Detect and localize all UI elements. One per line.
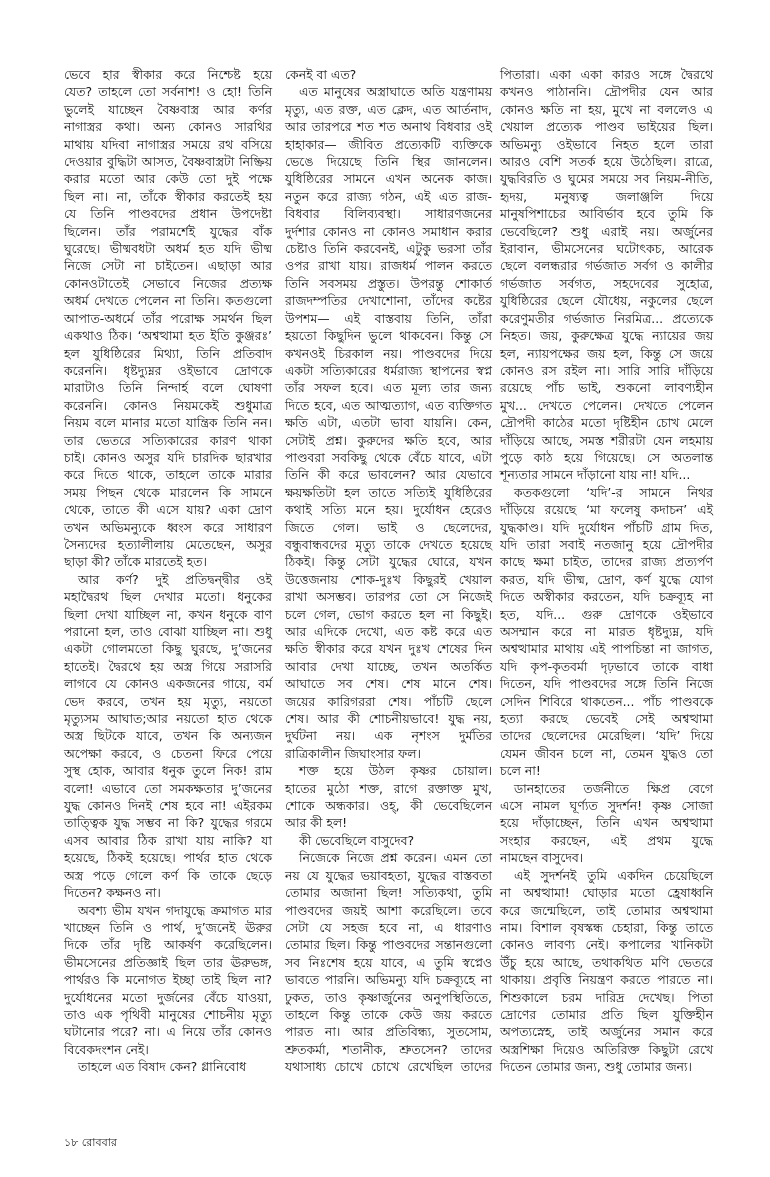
text-line: যেমন জীবন চলে না, তেমন যুদ্ধও তো: [500, 745, 713, 761]
text-line: খেয়াল প্রত্যেক পাণ্ডব ভাইয়ের ছিল।: [500, 119, 713, 135]
paragraph: [64, 571, 272, 902]
text-line: দেওয়ার বুদ্ধিটা আসত, বৈষ্ণবাস্ত্রটা নিষ্ক্রিয়: [64, 154, 272, 170]
text-line: চলে না!: [500, 763, 541, 779]
text-line: হল যুধিষ্ঠিরের মিথ্যা, তিনি প্রতিবাদ: [64, 345, 272, 361]
text-line: করে দিতে থাকে, তাহলে তাকে মারার: [64, 467, 272, 483]
text-line: অস্ত্র ছিটকে যাবে, তখন কি অন্যজন: [64, 728, 272, 744]
paragraph: [285, 66, 492, 83]
text-line: আর এদিকে দেখো, এত কষ্ট করে এত: [285, 624, 492, 639]
text-line: ডানহাতের তর্জনীতে ক্ষিপ্র বেগে: [514, 780, 713, 796]
text-line: তাও এক পৃথিবী মানুষের শোচনীয় মৃত্যু: [64, 1006, 272, 1022]
text-line: মাথায় যদিবা নাগাস্ত্রর সময়ে রথ বসিয়ে: [64, 136, 272, 152]
text-line: খাচ্ছেন তিনি ও পার্থ, দু’জনেই ঊরুর: [64, 919, 272, 935]
text-line: মারাটাও তিনি নিন্দার্হ বলে ঘোষণা: [64, 380, 272, 396]
text-line: হত, যদি... গুরু দ্রোণকে ওইভাবে: [500, 606, 713, 622]
text-line: কতকগুলো ‘যদি’-র সামনে নিথর: [514, 484, 713, 500]
text-line: ক্ষতি স্বীকার করে যখন দুঃখ শেষের দিন: [285, 641, 492, 657]
text-line: ওপর রাখা যায়। রাজধর্ম পালন করতে: [285, 258, 492, 274]
paragraph: [500, 66, 713, 484]
text-line: করে জন্মেছিলে, তাই তোমার অশ্বত্থামা: [500, 902, 713, 918]
text-line: অপেক্ষা করবে, ও চেতনা ফিরে পেয়ে: [64, 745, 272, 761]
text-line: শ্রুতকর্মা, শতানীক, শ্রুতসেন? তাদের: [285, 1041, 492, 1057]
text-line: বলো! এভাবে তো সমকক্ষতার দু’জনের: [64, 780, 272, 796]
text-line: এই সুদর্শনই তুমি একদিন চেয়েছিলে: [514, 867, 713, 883]
text-line: দুর্দশার কোনও না কোনও সমাধান করার: [285, 223, 492, 239]
text-line: যুধিষ্ঠিরের সামনে এখন অনেক কাজ।: [285, 171, 492, 187]
text-line: পুড়ে কাঠ হয়ে গিয়েছে। সে অতলান্ত: [500, 449, 713, 465]
text-line: ঘুরেছে। ভীষ্মবধটা অধর্ম হত যদি ভীষ্ম: [64, 241, 272, 257]
text-line: না অশ্বত্থামা! ঘোড়ার মতো হ্রেষাধ্বনি: [500, 885, 713, 901]
text-line: পরানো হল, তাও বোঝা যাচ্ছিল না। শুধু: [64, 624, 272, 639]
text-line: দিতে অস্বীকার করতেন, যদি চক্রব্যূহ না: [500, 589, 713, 605]
text-line: দ্রৌপদী কাঠের মতো দৃষ্টিহীন চোখ মেলে: [500, 415, 713, 431]
text-line: কথাই সত্যি মনে হয়। দুর্যোধন হেরেও: [285, 502, 492, 518]
text-line: আর কর্ণ? দুই প্রতিদ্বন্দ্বীর ওই: [78, 571, 272, 587]
text-line: ভেঙে দিয়েছে তিনি স্থির জানলেন।: [285, 154, 492, 170]
text-line: সেদিন শিবিরে থাকতেন... পাঁচ পাণ্ডবকে: [500, 693, 713, 709]
text-line: মৃত্যুসম আঘাত;আর নয়তো হাত থেকে: [64, 711, 272, 727]
text-line: যথাসাধ্য চোখে চোখে রেখেছিল তাদের: [285, 1059, 492, 1075]
text-line: তাঁর সফল হবে। এত মূল্য তার জন্য: [285, 380, 492, 396]
text-line: তিনি কী করে ভাবলেন? আর যেভাবে: [285, 467, 492, 483]
text-line: পার্থরও কি মনোগত ইচ্ছা তাই ছিল না?: [64, 972, 272, 988]
text-line: নাম। বিশাল বৃষস্কন্ধ চেহারা, কিন্তু তাতে: [500, 919, 713, 935]
text-line: দিকে তাঁর দৃষ্টি আকর্ষণ করেছিলেন।: [64, 937, 272, 953]
text-line: সময় পিছন থেকে মারলেন কি সামনে: [64, 484, 272, 500]
text-line: দিতে হবে, এত আত্মত্যাগ, এত ব্যক্তিগত: [285, 397, 492, 413]
text-line: রাখা অসম্ভব। তারপর তো সে নিজেই: [285, 589, 492, 605]
text-line: কোনওটাতেই সেভাবে নিজের প্রত্যক্ষ: [64, 275, 272, 291]
text-line: যুদ্ধকাণ্ড। যদি দুর্যোধন পাঁচটি গ্রাম দিত,: [500, 519, 713, 535]
text-line: অধর্ম দেখতে পেলেন না তিনি। কতগুলো: [64, 293, 272, 309]
text-line: অশ্বত্থামার মাথায় এই পাপচিন্তা না জাগত,: [500, 641, 713, 657]
text-line: পিতারা। একা একা কারও সঙ্গে দ্বৈরথে: [500, 67, 713, 82]
text-line: অস্ত্র পড়ে গেলে কর্ণ কি তাকে ছেড়ে: [64, 867, 272, 883]
text-line: চেষ্টাও তিনি করবেনই, এটুকু ভরসা তাঁর: [285, 241, 492, 257]
text-line: শেষ। আর কী শোচনীয়ভাবে! যুদ্ধ নয়,: [285, 711, 492, 727]
text-line: ক্ষয়ক্ষতিটা হল তাতে সত্যিই যুধিষ্ঠিরের: [285, 484, 492, 500]
text-line: তাত্ত্বিক যুদ্ধ সম্ভব না কি? যুদ্ধের গরমে: [64, 815, 272, 831]
text-line: হয়ে দাঁড়াচ্ছেন, তিনি এখন অশ্বত্থামা: [500, 815, 713, 831]
text-line: কোনও রস রইল না। সারি সারি দাঁড়িয়ে: [500, 362, 713, 378]
paragraph: [285, 83, 492, 762]
text-line: হল, ন্যায়পক্ষের জয় হল, কিন্তু সে জয়ে: [500, 345, 713, 361]
text-line: গর্ভজাত সর্বগত, সহদেবের সুহোত্র,: [500, 275, 713, 291]
text-line: একথাও ঠিক। ‘অশ্বত্থামা হত ইতি কুঞ্জরঃ’: [64, 328, 272, 344]
text-line: মুখ... দেখতে পেলেন। দেখতে পেলেন: [500, 397, 713, 413]
text-line: সেটাই প্রশ্ন। কুরুদের ক্ষতি হবে, আর: [285, 432, 492, 448]
text-line: ভুলেই যাচ্ছেন বৈষ্ণবাস্ত্র আর কর্ণর: [64, 101, 272, 117]
text-line: মহাদ্বৈরথ ছিল দেখার মতো। ধনুকের: [64, 589, 272, 605]
text-line: আঘাতে সব শেষ। শেষ মানে শেষ।: [285, 676, 492, 692]
text-line: আর কী হল!: [285, 815, 348, 831]
text-line: চলে গেল, ভোগ করতে হল না কিছুই।: [285, 606, 492, 622]
text-line: ক্ষতি এটা, এতটা ভাবা যায়নি। কেন,: [285, 415, 492, 431]
text-line: রয়েছে পাঁচ ভাই, শুকনো লাবণ্যহীন: [500, 380, 713, 396]
paragraph: [64, 66, 272, 571]
text-line: উত্তেজনায় শোক-দুঃখ কিছুরই খেয়াল: [285, 571, 492, 587]
text-line: দিতেন তোমার জন্য, শুধু তোমার জন্য।: [500, 1059, 692, 1075]
text-line: যদি কৃপ-কৃতবর্মা দৃঢ়ভাবে তাকে বাধা: [500, 658, 713, 674]
text-line: মৃত্যু, এত রক্ত, এত ক্লেদ, এত আর্তনাদ,: [285, 101, 492, 117]
text-line: করেণুমতীর গর্ভজাত নিরমিত্র... প্রত্যেকে: [500, 310, 713, 326]
text-line: ছিল না। না, তাঁকে স্বীকার করতেই হয়: [64, 188, 272, 204]
text-line: ছিলেন। তাঁর পরামর্শেই যুদ্ধের বাঁক: [64, 223, 272, 239]
text-line: কী ভেবেছিলে বাসুদেব?: [299, 832, 415, 848]
text-line: শিশুকালে চরম দারিদ্র দেখেছ। পিতা: [500, 989, 713, 1005]
text-line: যেত? তাহলে তো সর্বনাশ! ও হো! তিনি: [64, 84, 272, 100]
paragraph: [285, 849, 492, 1075]
text-line: যদি তারা সবাই নতজানু হয়ে দ্রৌপদীর: [500, 536, 713, 552]
text-line: অপত্যস্নেহ, তাই অর্জুনের সমান করে: [500, 1024, 713, 1040]
text-line: নিজে সেটা না চাইতেন। এছাড়া আর: [64, 258, 272, 274]
text-line: নাগাস্ত্রর কথা। অন্য কোনও সারথির: [64, 119, 272, 135]
text-line: বিধবার বিলিব্যবস্থা। সাধারণজনের: [285, 206, 492, 222]
text-line: ইরাবান, ভীমসেনের ঘটোৎকচ, আরেক: [500, 241, 713, 257]
text-line: দিতেন, যদি পাণ্ডবদের সঙ্গে তিনি নিজে: [500, 676, 713, 692]
text-line: তাদের ছেলেদের মেরেছিল। ‘যদি’ দিয়ে: [500, 728, 713, 744]
text-line: কখনও পাঠাননি। দ্রৌপদীর যেন আর: [500, 84, 713, 100]
text-line: হৃদয়, মনুষ্যত্ব জলাঞ্জলি দিয়ে: [500, 188, 713, 204]
text-line: কেনই বা এত?: [285, 67, 357, 82]
text-line: জয়ের কারিগররা শেষ। পাঁচটি ছেলে: [285, 693, 492, 709]
text-line: নতুন করে রাজ্য গঠন, এই এত রাজ-: [285, 188, 492, 204]
text-line: রাজদম্পতির দেখাশোনা, তাঁদের কষ্টের: [285, 293, 492, 309]
text-line: রাত্রিকালীন জিঘাংসার ফল।: [285, 745, 421, 761]
text-line: যে তিনি পাণ্ডবদের প্রধান উপদেষ্টা: [64, 206, 272, 222]
paragraph: [500, 780, 713, 867]
text-line: করত, যদি ভীষ্ম, দ্রোণ, কর্ণ যুদ্ধে যোগ: [500, 571, 713, 587]
text-line: ঢুকত, তাও কৃষ্ণার্জুনের অনুপস্থিতিতে,: [285, 989, 492, 1005]
text-line: বিবেকদংশন নেই।: [64, 1041, 149, 1057]
text-line: ভেদ করবে, তখন হয় মৃত্যু, নয়তো: [64, 693, 272, 709]
text-line: পারত না। আর প্রতিবিন্ধ্য, সুতসোম,: [285, 1024, 492, 1040]
text-line: সুস্থ হোক, আবার ধনুক তুলে নিক! রাম: [64, 763, 272, 779]
text-line: তোমার অজানা ছিল! সত্যিকথা, তুমি: [285, 885, 492, 901]
text-line: অভিমন্যু ওইভাবে নিহত হলে তারা: [500, 136, 713, 152]
text-line: হয়েছে, ঠিকই হয়েছে। পার্থর হাত থেকে: [64, 850, 272, 866]
text-line: আর তারপরে শত শত অনাথ বিধবার ওই: [285, 119, 492, 135]
text-line: দিতেন? কক্ষনও না।: [64, 885, 161, 901]
text-line: তার ভেতরে সত্যিকারের কারণ থাকা: [64, 432, 272, 448]
text-column-3: [500, 66, 713, 1076]
text-line: করেননি। ধৃষ্টদ্যুম্নর ওইভাবে দ্রোণকে: [64, 362, 272, 378]
text-line: থেকে, তাতে কী এসে যায়? একা দ্রোণ: [64, 502, 272, 518]
text-line: ছেলে বলন্ধরার গর্ভজাত সর্বগ ও কালীর: [500, 258, 713, 274]
text-line: উপশম— এই বাস্তবায় তিনি, তাঁরা: [285, 310, 492, 326]
text-line: ছিলা দেখা যাচ্ছিল না, কখন ধনুকে বাণ: [64, 606, 272, 622]
text-line: একটা গোলমতো কিছু ঘুরছে, দু’জনের: [64, 641, 272, 657]
text-line: ভেবে হার স্বীকার করে নিশ্চেষ্ট হয়ে: [64, 67, 272, 82]
paragraph: [500, 484, 713, 780]
text-line: সংহার করছেন, এই প্রথম যুদ্ধে: [500, 832, 713, 848]
text-line: ঠিকই। কিন্তু সেটা যুদ্ধের ঘোরে, যখন: [285, 554, 492, 570]
text-line: অসম্মান করে না মারত ধৃষ্টদ্যুম্ন, যদি: [500, 624, 713, 639]
text-line: হত্যা করছে ভেবেই সেই অশ্বত্থামা: [500, 711, 713, 727]
paragraph: [64, 1058, 272, 1075]
text-line: তখন অভিমন্যুকে ধ্বংস করে সাধারণ: [64, 519, 272, 535]
text-line: একটা সত্যিকারের ধর্মরাজ্য স্থাপনের স্বপ্ন: [285, 362, 492, 378]
text-line: এত মানুষের অস্ত্রাঘাতে অতি যন্ত্রণাময়: [299, 84, 492, 100]
text-line: ভেবেছিলে? শুধু এরাই নয়। অর্জুনের: [500, 223, 713, 239]
text-line: হাতের মুঠো শক্ত, রাগে রক্তাক্ত মুখ,: [285, 780, 492, 796]
text-line: দুর্যোধনের মতো দুর্জনের বেঁচে যাওয়া,: [64, 989, 272, 1005]
text-line: আবার দেখা যাচ্ছে, তখন অতর্কিত: [285, 658, 492, 674]
text-line: যুদ্ধবিরতি ও ঘুমের সময়ে সব নিয়ম-নীতি,: [500, 171, 713, 187]
text-line: করার মতো আর কেউ তো দুই পক্ষে: [64, 171, 272, 187]
text-line: চাই। কোনও অসুর যদি চারদিক ছারখার: [64, 449, 272, 465]
text-line: থাকায়। প্রবৃত্তি নিয়ন্ত্রণ করতে পারতে না।: [500, 972, 713, 988]
text-line: যুদ্ধ কোনও দিনই শেষ হবে না! এইরকম: [64, 798, 272, 814]
text-line: লাগবে যে কোনও একজনের গায়ে, বর্ম: [64, 676, 272, 692]
text-line: এসে নামল ঘূর্ণ্যত সুদর্শন! কৃষ্ণ সোজা: [500, 798, 713, 814]
text-line: শক্ত হয়ে উঠল কৃষ্ণর চোয়াল।: [299, 763, 492, 779]
text-line: করেননি। কোনও নিয়মকেই শুধুমাত্র: [64, 397, 272, 413]
text-line: বন্ধুবান্ধবদের মৃত্যু তাকে দেখতে হয়েছে: [285, 536, 492, 552]
text-line: নয় যে যুদ্ধের ভয়াবহতা, যুদ্ধের বাস্তবতা: [285, 867, 492, 883]
text-line: হাহাকার— জীবিত প্রত্যেকটি ব্যক্তিকে: [285, 136, 492, 152]
text-line: তোমার ছিল। কিন্তু পাণ্ডবদের সন্তানগুলো: [285, 937, 492, 953]
text-line: তাহলে এত বিষাদ কেন? গ্লানিবোধ: [78, 1059, 247, 1075]
text-line: পাণ্ডবদের জয়ই আশা করেছিলে। তবে: [285, 902, 492, 918]
paragraph: [285, 832, 492, 849]
text-line: হয়তো কিছুদিন ভুলে থাকবেন। কিন্তু সে: [285, 328, 492, 344]
text-line: যুধিষ্ঠিরের ছেলে যৌধেয়, নকুলের ছেলে: [500, 293, 713, 309]
text-line: সেটা যে সহজ হবে না, এ ধারণাও: [285, 919, 492, 935]
text-line: অবশ্য ভীম যখন গদাযুদ্ধে ক্রমাগত মার: [78, 902, 272, 918]
text-line: জিতে গেল। ভাই ও ছেলেদের,: [285, 519, 492, 535]
text-line: সৈন্যদের হত্যালীলায় মেতেছেন, অসুর: [64, 536, 272, 552]
text-line: অস্ত্রশিক্ষা দিয়েও অতিরিক্ত কিছুটা রেখে: [500, 1041, 713, 1057]
text-line: এসব আবার ঠিক রাখা যায় নাকি? যা: [64, 832, 272, 848]
text-line: কোনও ক্ষতি না হয়, মুখে না বললেও এ: [500, 101, 713, 117]
paragraph: [64, 902, 272, 1059]
paragraph: [500, 867, 713, 1076]
text-line: দাঁড়িয়ে রয়েছে ‘মা ফলেষু কদাচন’ এই: [500, 502, 713, 518]
text-line: নিজেকে নিজে প্রশ্ন করেন। এমন তো: [299, 850, 492, 866]
text-line: শোকে অন্ধকার। ওহ্, কী ভেবেছিলেন: [285, 798, 492, 814]
text-column-1: [64, 66, 272, 1076]
text-line: নামছেন বাসুদেব।: [500, 850, 584, 866]
text-line: পাণ্ডবরা সবকিছু থেকে বেঁচে যাবে, এটা: [285, 449, 492, 465]
page-footer: ১৮ রোববার: [64, 1136, 117, 1149]
text-line: আপাত-অধর্মে তাঁর পরোক্ষ সমর্থন ছিল: [64, 310, 272, 326]
text-line: ভাবতে পারনি। অভিমন্যু যদি চক্রব্যূহে না: [285, 972, 492, 988]
text-line: ছাড়া কী? তাঁকে মারতেই হত।: [64, 554, 207, 570]
paragraph: [285, 762, 492, 832]
text-line: শূন্যতার সামনে দাঁড়ানো যায় না! যদি...: [500, 467, 691, 483]
text-line: নিয়ম বলে মানার মতো যান্ত্রিক তিনি নন।: [64, 415, 272, 431]
text-line: তিনি সবসময় প্রস্তুত। উপরন্তু শোকার্ত: [285, 275, 492, 291]
text-line: কখনওই চিরকাল নয়। পাণ্ডবদের দিয়ে: [285, 345, 492, 361]
text-line: মানুষপিশাচের আবির্ভাব হবে তুমি কি: [500, 206, 713, 222]
text-line: সব নিঃশেষ হয়ে যাবে, এ তুমি স্বপ্নেও: [285, 954, 492, 970]
text-line: আরও বেশি সতর্ক হয়ে উঠেছিল। রাত্রে,: [500, 154, 713, 170]
text-line: দাঁড়িয়ে আছে, সমস্ত শরীরটা যেন লহমায়: [500, 432, 713, 448]
text-line: কোনও লাবণ্য নেই। কপালের খানিকটা: [500, 937, 713, 953]
text-column-2: [285, 66, 492, 1076]
text-line: দুর্ঘটনা নয়। এক নৃশংস দুর্মতির: [285, 728, 492, 744]
text-line: দ্রোণের তোমার প্রতি ছিল যুক্তিহীন: [500, 1006, 713, 1022]
text-line: ভীমসেনের প্রতিজ্ঞাই ছিল তার ঊরুভঙ্গ,: [64, 954, 272, 970]
text-line: তাহলে কিন্তু তাকে কেউ জয় করতে: [285, 1006, 492, 1022]
text-line: হাতেই। দ্বৈরথে হয় অস্ত্র গিয়ে সরাসরি: [64, 658, 272, 674]
text-line: ঘটানোর পরে? না। এ নিয়ে তাঁর কোনও: [64, 1024, 272, 1040]
text-line: উঁচু হয়ে আছে, তথাকথিত মণি ভেতরে: [500, 954, 713, 970]
text-line: নিহত। জয়, কুরুক্ষেত্র যুদ্ধে ন্যায়ের জয়: [500, 328, 713, 344]
text-line: কাছে ক্ষমা চাইত, তাদের রাজ্য প্রত্যর্পণ: [500, 554, 713, 570]
